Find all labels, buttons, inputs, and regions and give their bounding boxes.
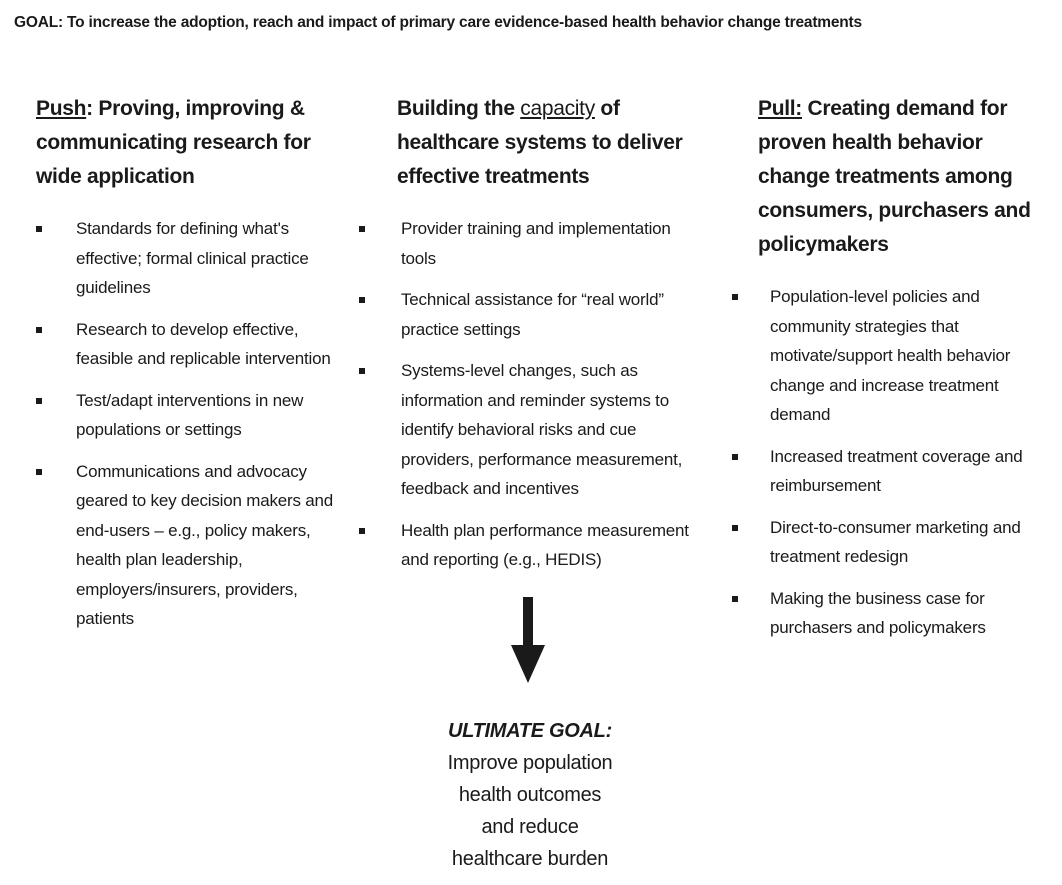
square-bullet-icon — [359, 368, 365, 374]
down-arrow-icon — [511, 597, 545, 683]
square-bullet-icon — [36, 327, 42, 333]
square-bullet-icon — [36, 398, 42, 404]
ultimate-goal-line: and reduce — [481, 816, 579, 838]
capacity-bullet-item — [397, 516, 707, 575]
push-column — [36, 92, 341, 646]
capacity-bullet-text: Technical assistance for “real world” practice settings — [401, 290, 664, 339]
push-heading — [36, 92, 341, 194]
capacity-heading-pre: Building the — [397, 97, 521, 120]
capacity-heading-key: capacity — [520, 97, 595, 120]
push-bullet-text: Communications and advocacy geared to key decision makers and end-users – e.g., policy makers, health plan leadership, employers/insurers, providers, patients — [76, 461, 334, 628]
capacity-bullet-text: Health plan performance measurement and reporting (e.g., HEDIS) — [401, 520, 689, 569]
square-bullet-icon — [359, 226, 365, 232]
capacity-bullet-text: Provider training and implementation tools — [401, 219, 671, 268]
pull-heading — [758, 92, 1053, 262]
ultimate-goal-title: ULTIMATE GOAL: — [448, 720, 612, 742]
push-bullet-item — [36, 315, 341, 374]
capacity-bullet-item — [397, 356, 707, 504]
pull-bullet-item — [758, 513, 1053, 572]
square-bullet-icon — [732, 454, 738, 460]
square-bullet-icon — [359, 528, 365, 534]
push-heading-rest-2: research for wide application — [36, 131, 311, 188]
pull-bullet-text: Making the business case for purchasers and policymakers — [770, 588, 986, 637]
pull-bullet-text: Direct-to-consumer marketing and treatment redesign — [770, 517, 1021, 566]
square-bullet-icon — [36, 226, 42, 232]
capacity-bullet-item — [397, 285, 707, 344]
pull-bullet-text: Increased treatment coverage and reimbursement — [770, 446, 1023, 495]
square-bullet-icon — [732, 525, 738, 531]
ultimate-goal-line: healthcare burden — [451, 848, 609, 870]
square-bullet-icon — [359, 297, 365, 303]
push-bullet-item — [36, 457, 341, 634]
pull-bullet-item — [758, 584, 1053, 643]
ultimate-goal — [380, 715, 680, 875]
square-bullet-icon — [732, 596, 738, 602]
pull-heading-rest: Creating demand for proven health behavior change treatments among consumers, purchasers and policymakers — [758, 97, 1031, 256]
square-bullet-icon — [732, 294, 738, 300]
capacity-bullet-text: Systems-level changes, such as information and reminder systems to identify behavioral risks and cue providers, performance measurement, feedback and incentives — [401, 361, 683, 498]
capacity-bullet-list — [397, 214, 707, 575]
pull-column — [758, 92, 1053, 655]
push-bullet-text: Standards for defining what's effective; formal clinical practice guidelines — [76, 219, 309, 297]
capacity-heading-post: of healthcare systems to deliver effective treatments — [397, 97, 683, 188]
push-bullet-item — [36, 214, 341, 303]
capacity-bullet-item — [397, 214, 707, 273]
push-bullet-text: Research to develop effective, feasible and replicable intervention — [76, 319, 331, 368]
pull-bullet-text: Population-level policies and community strategies that motivate/support health behavior change and increase treatment demand — [770, 287, 1011, 424]
pull-heading-key: Pull: — [758, 97, 802, 120]
ultimate-goal-line: health outcomes — [458, 784, 602, 806]
push-bullet-text: Test/adapt interventions in new populations or settings — [76, 390, 304, 439]
push-heading-rest-1: : Proving, improving & communicating — [36, 97, 305, 154]
capacity-column — [397, 92, 707, 587]
push-bullet-list — [36, 214, 341, 634]
square-bullet-icon — [36, 469, 42, 475]
pull-bullet-item — [758, 442, 1053, 501]
push-heading-key: Push — [36, 97, 87, 120]
pull-bullet-item — [758, 282, 1053, 430]
push-bullet-item — [36, 386, 341, 445]
pull-bullet-list — [758, 282, 1053, 643]
goal-statement: GOAL: To increase the adoption, reach and impact of primary care evidence-based health behavior change treatments — [14, 14, 862, 31]
ultimate-goal-line: Improve population — [447, 752, 613, 774]
capacity-heading — [397, 92, 707, 194]
